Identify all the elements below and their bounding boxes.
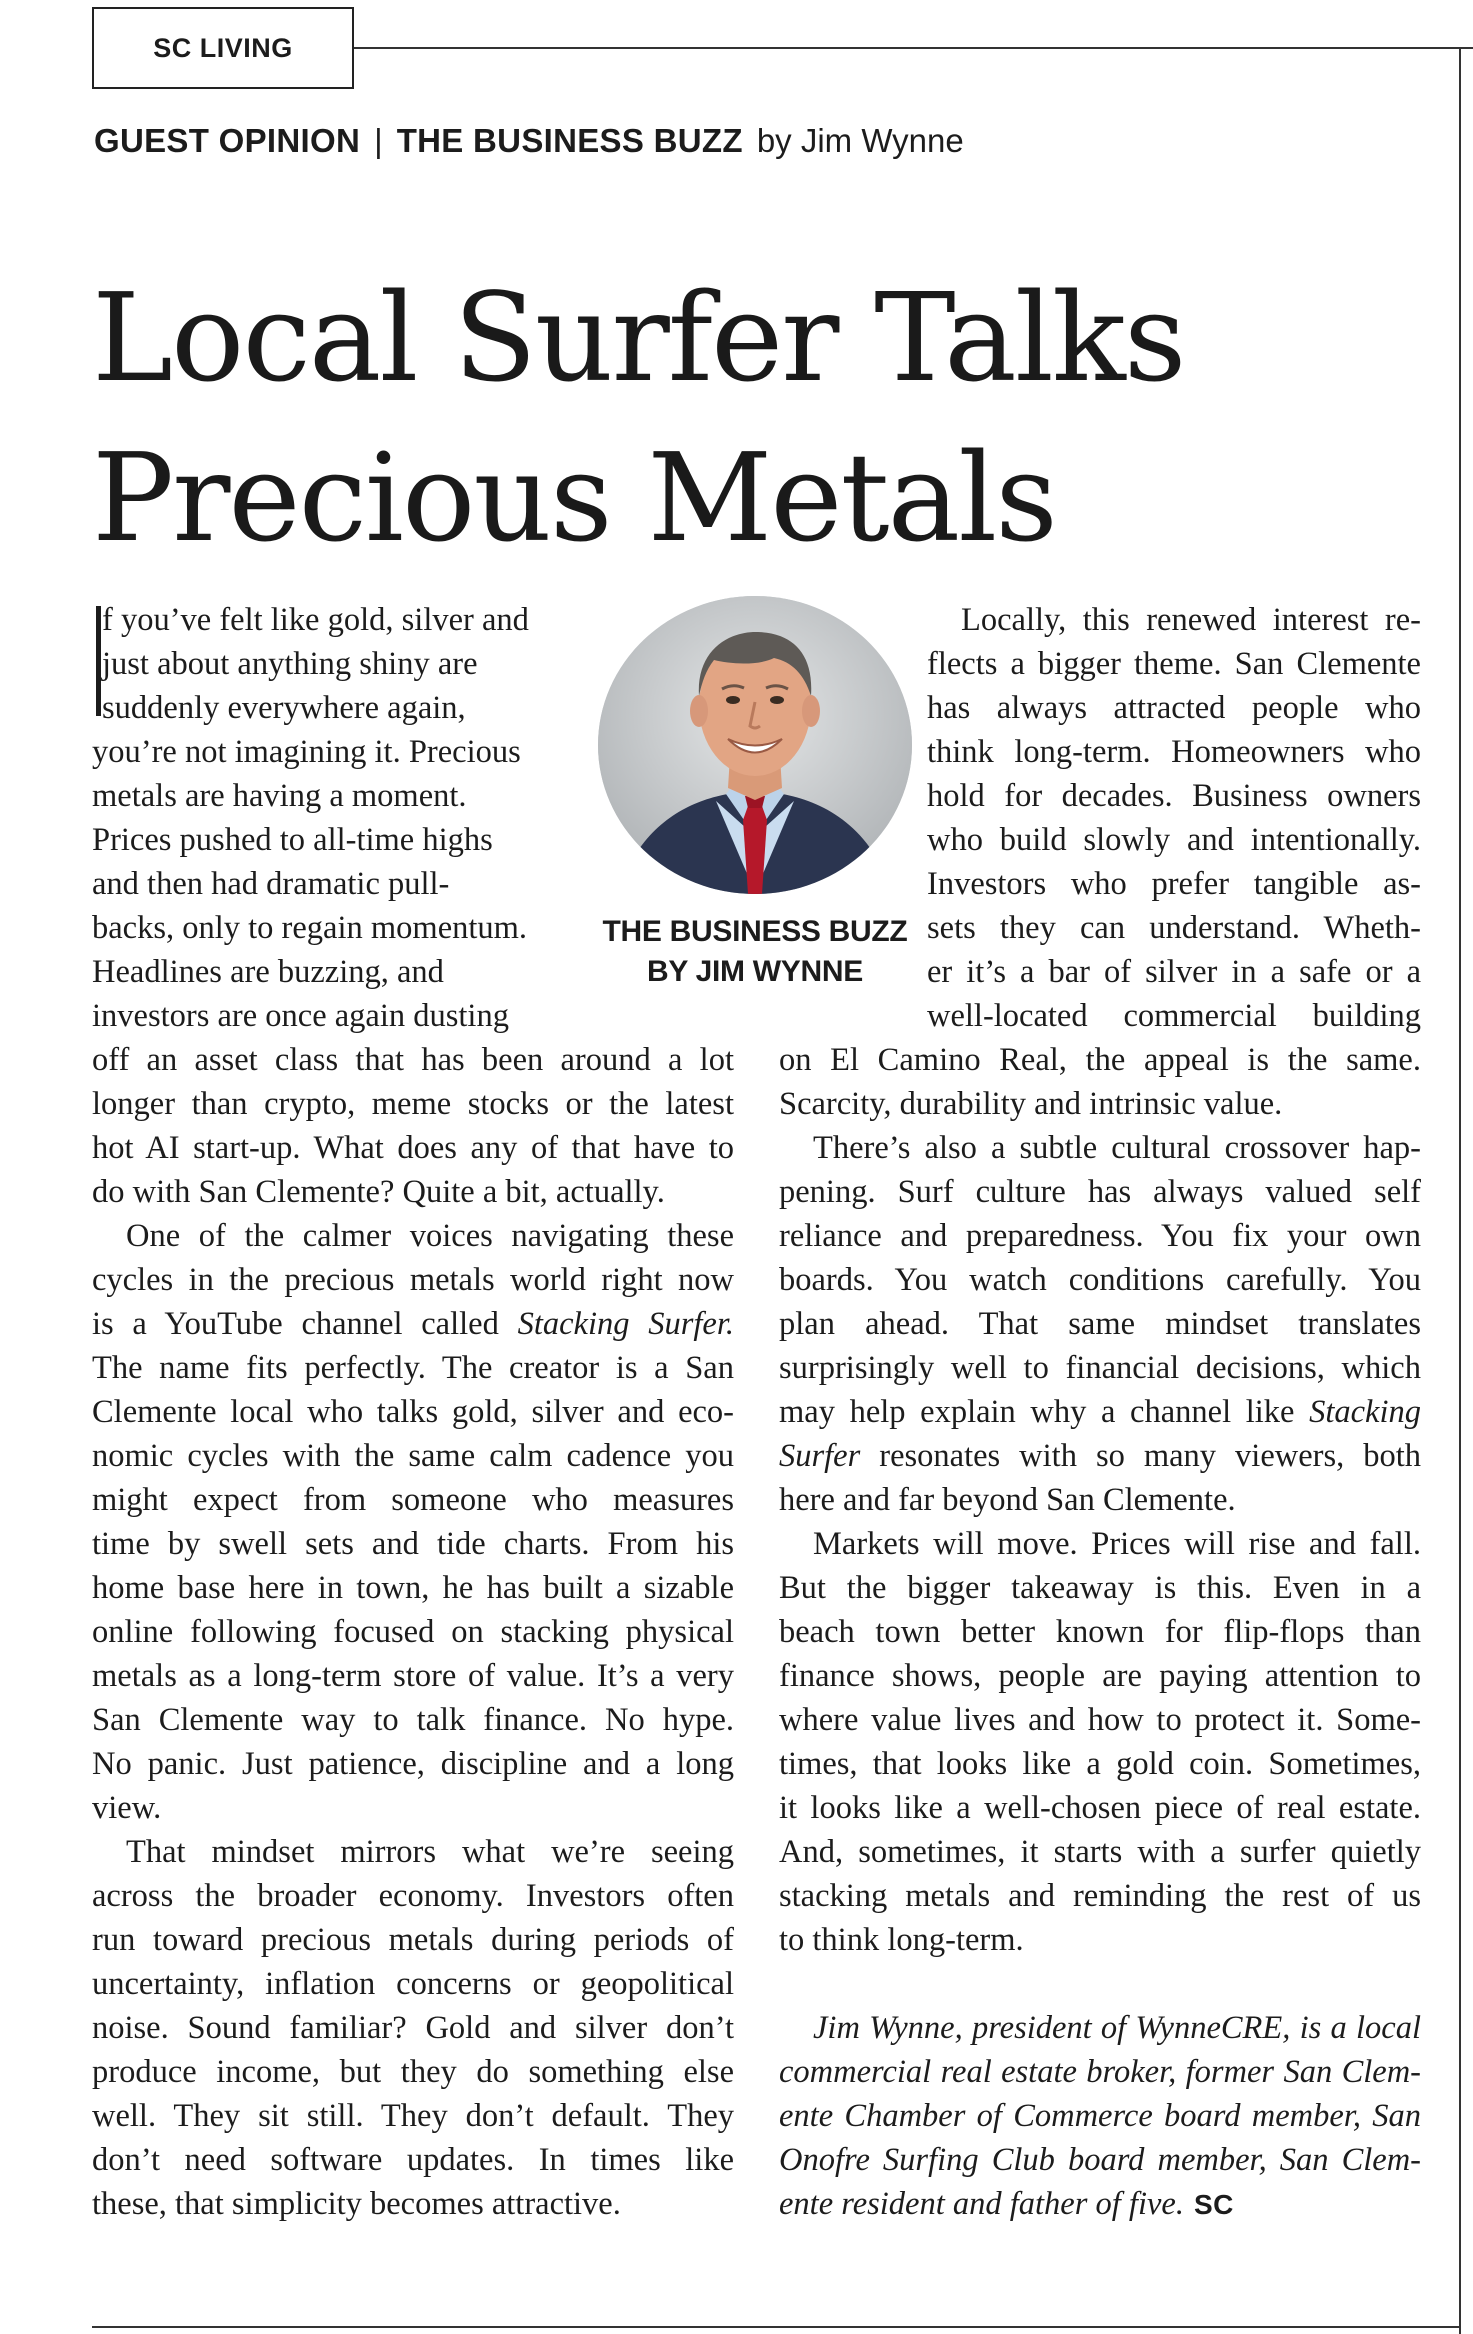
article-line: produce income, but they do something else: [92, 2054, 734, 2090]
article-line: might expect from someone who measures: [92, 1482, 734, 1518]
author-bio-line: Onofre Surfing Club board member, San Clem-: [779, 2142, 1421, 2178]
article-line: these, that simplicity becomes attractive.: [92, 2186, 621, 2222]
article-line: The name fits perfectly. The creator is a San: [92, 1350, 734, 1386]
section-label: SC LIVING: [92, 7, 354, 89]
article-line: here and far beyond San Clemente.: [779, 1482, 1236, 1518]
article-line: to think long-term.: [779, 1922, 1024, 1958]
kicker-byline: by Jim Wynne: [756, 122, 964, 159]
article-line: metals as a long-term store of value. It’s a very: [92, 1658, 734, 1694]
article-line: cycles in the precious metals world right now: [92, 1262, 734, 1298]
headline: [92, 258, 1392, 578]
article-line: [779, 1390, 1421, 1434]
article-line: reliance and preparedness. You fix your own: [779, 1218, 1421, 1254]
article-column-left: [92, 598, 734, 2226]
article-line: think long-term. Homeowners who: [927, 734, 1421, 770]
article-line: where value lives and how to protect it. Some-: [779, 1702, 1421, 1738]
article-line: Headlines are buzzing, and: [92, 954, 444, 990]
article-line: investors are once again dusting: [92, 998, 509, 1034]
headline-line-2: Precious Metals: [92, 427, 1056, 569]
article-line: One of the calmer voices navigating these: [126, 1218, 734, 1254]
article-line: plan ahead. That same mindset translates: [779, 1306, 1421, 1342]
channel-name-italic: Surfer: [779, 1438, 861, 1474]
article-line: longer than crypto, meme stocks or the latest: [92, 1086, 734, 1122]
article-line: well. They sit still. They don’t default. They: [92, 2098, 734, 2134]
article-line: has always attracted people who: [927, 690, 1421, 726]
article-line: flects a bigger theme. San Clemente: [927, 646, 1421, 682]
article-line: noise. Sound familiar? Gold and silver don’t: [92, 2010, 734, 2046]
channel-name-italic: Stacking Surfer.: [517, 1306, 734, 1342]
article-line: f you’ve felt like gold, silver and: [102, 602, 529, 638]
author-bio-line: ente Chamber of Commerce board member, San: [779, 2098, 1421, 2134]
article-line: But the bigger takeaway is this. Even in a: [779, 1570, 1421, 1606]
article-line: Scarcity, durability and intrinsic value.: [779, 1086, 1283, 1122]
headline-line-1: Local Surfer Talks: [92, 267, 1185, 409]
kicker-column-name: THE BUSINESS BUZZ: [396, 122, 743, 159]
article-line: hold for decades. Business owners: [927, 778, 1421, 814]
author-bio-line: commercial real estate broker, former San Clem-: [779, 2054, 1421, 2090]
article-line: boards. You watch conditions carefully. You: [779, 1262, 1421, 1298]
article-text: resonates with so many viewers, both: [879, 1438, 1421, 1474]
article-line: Investors who prefer tangible as-: [927, 866, 1421, 902]
article-line: There’s also a subtle cultural crossover hap-: [813, 1130, 1421, 1166]
article-line: San Clemente way to talk finance. No hype.: [92, 1702, 734, 1738]
author-bio-line: Jim Wynne, president of WynneCRE, is a local: [813, 2010, 1421, 2046]
article-line: it looks like a well-chosen piece of real estate.: [779, 1790, 1421, 1826]
article-line: just about anything shiny are: [102, 646, 478, 682]
article-line: home base here in town, he has built a sizable: [92, 1570, 734, 1606]
author-bio-text: ente resident and father of five.: [779, 2186, 1184, 2222]
article-line: hot AI start-up. What does any of that have to: [92, 1130, 734, 1166]
article-line: [92, 1302, 734, 1346]
right-rule: [1459, 47, 1461, 2334]
article-line: do with San Clemente? Quite a bit, actually.: [92, 1174, 665, 1210]
article-line: times, that looks like a gold coin. Sometimes,: [779, 1746, 1421, 1782]
article-line: off an asset class that has been around a lot: [92, 1042, 734, 1078]
photo-caption-line-1: THE BUSINESS BUZZ: [602, 915, 908, 948]
article-line: run toward precious metals during periods of: [92, 1922, 734, 1958]
article-line: backs, only to regain momentum.: [92, 910, 528, 946]
article-line: stacking metals and reminding the rest of us: [779, 1878, 1421, 1914]
article-line: pening. Surf culture has always valued self: [779, 1174, 1421, 1210]
kicker-category: GUEST OPINION: [94, 122, 361, 159]
spacer-line: [779, 1962, 1421, 2006]
article-line: well-located commercial building: [927, 998, 1421, 1034]
article-line: and then had dramatic pull-: [92, 866, 450, 902]
article-line: view.: [92, 1790, 162, 1826]
article-text: is a YouTube channel called: [92, 1306, 499, 1342]
article-line: beach town better known for flip-flops than: [779, 1614, 1421, 1650]
article-line: Markets will move. Prices will rise and fall.: [813, 1526, 1421, 1562]
top-rule: [354, 47, 1473, 49]
article-line: suddenly everywhere again,: [102, 690, 466, 726]
bottom-rule: [92, 2326, 1459, 2328]
article-line: sets they can understand. Wheth-: [927, 910, 1421, 946]
article-line: er it’s a bar of silver in a safe or a: [927, 954, 1421, 990]
article-line: uncertainty, inflation concerns or geopolitical: [92, 1966, 734, 2002]
article-line: on El Camino Real, the appeal is the same.: [779, 1042, 1421, 1078]
article-line: nomic cycles with the same calm cadence you: [92, 1438, 734, 1474]
article-line: And, sometimes, it starts with a surfer quietly: [779, 1834, 1421, 1870]
article-text: may help explain why a channel like: [779, 1394, 1295, 1430]
article-line: No panic. Just patience, discipline and a long: [92, 1746, 734, 1782]
article-line: Clemente local who talks gold, silver and eco-: [92, 1394, 734, 1430]
photo-caption-line-2: BY JIM WYNNE: [647, 955, 863, 988]
author-bio-line: [779, 2182, 1421, 2226]
article-column-right: [779, 598, 1421, 2226]
article-line: Locally, this renewed interest re-: [961, 602, 1421, 638]
article-line: time by swell sets and tide charts. From his: [92, 1526, 734, 1562]
article-line: don’t need software updates. In times like: [92, 2142, 734, 2178]
article-line: Prices pushed to all-time highs: [92, 822, 493, 858]
article-line: finance shows, people are paying attention to: [779, 1658, 1421, 1694]
article-line: across the broader economy. Investors often: [92, 1878, 734, 1914]
article-line: That mindset mirrors what we’re seeing: [126, 1834, 734, 1870]
channel-name-italic: Stacking: [1309, 1394, 1421, 1430]
article-line: you’re not imagining it. Precious: [92, 734, 521, 770]
article-line: surprisingly well to financial decisions, which: [779, 1350, 1421, 1386]
kicker-separator: |: [374, 122, 383, 159]
kicker: [94, 122, 964, 160]
article-line: online following focused on stacking physical: [92, 1614, 734, 1650]
article-line: [779, 1434, 1421, 1478]
article-line: who build slowly and intentionally.: [927, 822, 1421, 858]
article-line: metals are having a moment.: [92, 778, 467, 814]
end-mark: SC: [1193, 2189, 1234, 2220]
